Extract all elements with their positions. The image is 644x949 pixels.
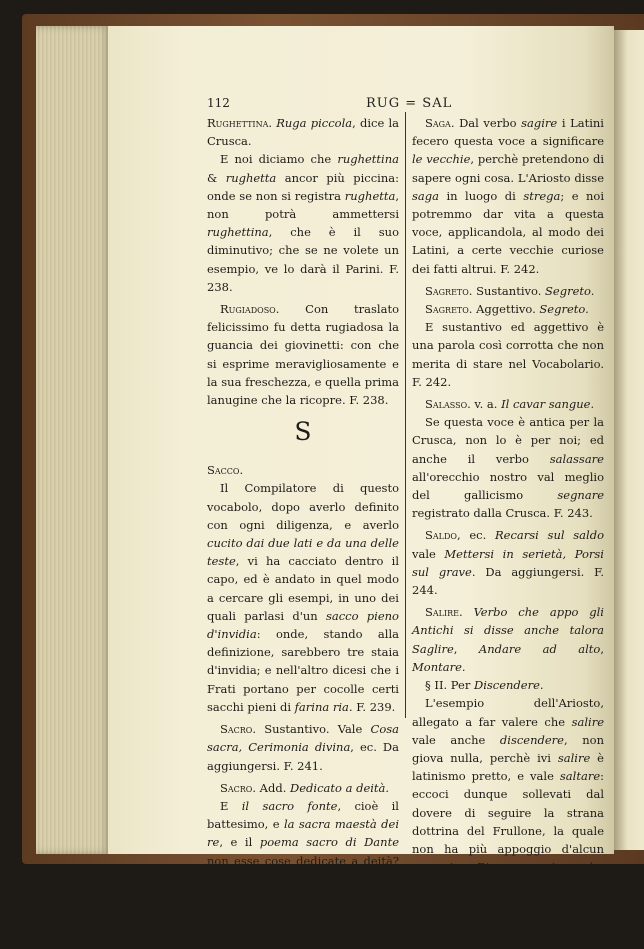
entry-headword: Sacco.: [207, 463, 244, 478]
entry-sacro-sustantivo: Sacro. Sustantivo. Vale Cosa sacra, Cerimonia divina, ec. Da aggiungersi. F. 241.: [207, 722, 399, 773]
facing-page: [614, 30, 644, 850]
entry-headword: Sagreto.: [425, 302, 473, 317]
page-edges: [36, 26, 112, 854]
left-column: [207, 114, 399, 888]
entry-saga: Saga. Dal verbo sagire i Latini fecero questa voce a significare le vecchie, perchè pretendono di sapere ogni cosa. L'Ariosto disse saga in luogo di strega; e noi potremmo dar vita a questa voce, applicandola, al modo dei Latini, a certe vecchie curiose dei fatti altrui. F. 242.: [412, 116, 604, 276]
entry-headword: Salire.: [425, 605, 463, 620]
entry-headword: Rugiadoso.: [220, 302, 280, 317]
entry-headword: Sacro.: [220, 722, 257, 737]
page-number: 112: [207, 96, 230, 110]
entry-headword: Salasso.: [425, 397, 471, 412]
entry-headword: Sacro.: [220, 780, 257, 795]
section-heading: § II. Per Discendere.: [425, 678, 544, 693]
entry-rugiadoso: Rugiadoso. Con traslato felicissimo fu detta rugiadosa la guancia dei giovinetti: con che si esprime meravigliosamente e la sua freschezza, e quella prima lanugine che la ricopre. F. 238.: [207, 302, 399, 408]
entry-salasso: Salasso. v. a. Il cavar sangue.: [425, 397, 595, 412]
entry-sacco: [207, 461, 399, 479]
column-rule: [405, 112, 406, 718]
entry-paragraph: E sustantivo ed aggettivo è una parola così corrotta che non merita di stare nel Vocabolario. F. 242.: [412, 320, 604, 389]
entry-paragraph: E noi diciamo che rughettina & rughetta ancor più piccina: onde se non si registra rughetta, non potrà ammettersi rughettina, che è il suo diminutivo; che se ne volete un esempio, ve lo darà il Parini. F. 238.: [207, 152, 399, 294]
entry-paragraph: Se questa voce è antica per la Crusca, non lo è per noi; ed anche il verbo salassare all'orecchio nostro val meglio del gallicismo segnare registrato dalla Crusca. F. 243.: [412, 415, 604, 521]
running-title: RUG = SAL: [366, 96, 453, 111]
entry-sagreto-sustantivo: Sagreto. Sustantivo. Segreto.: [425, 283, 595, 298]
section-letter: S: [294, 417, 312, 447]
entry-sagreto-aggettivo: Sagreto. Aggettivo. Segreto.: [425, 302, 589, 317]
entry-headword: Saldo,: [425, 528, 461, 543]
entry-paragraph: E il sacro fonte, cioè il battesimo, e la sacra maestà dei re, e il poema sacro di Dante non esse cose dedicate a deità? F. 240.: [207, 798, 400, 886]
entry-rughettina: Rughettina. Ruga piccola, dice la Crusca.: [207, 116, 399, 149]
right-column: [412, 114, 604, 949]
entry-paragraph: L'esempio dell'Ariosto, allegato a far valere che salire vale anche discendere, non giova nulla, perchè ivi salire è latinismo pretto, e vale saltare: eccoci dunque sollevati dal dovere di seguire la strana dottrina del Frullone, la quale non ha più appoggio d'alcun esempio. Bisogna poi anche avvertire che saglire non è voce adoperata dagli Antichi in vece di salire, ma significò sempre saltare. F. 244.: [412, 696, 604, 947]
entry-headword: Sagreto.: [425, 283, 473, 298]
entry-saldo: Saldo, ec. Recarsi sul saldo vale Mettersi in serietà, Porsi sul grave. Da aggiungersi. F. 244.: [412, 528, 604, 598]
entry-paragraph: Il Compilatore di questo vocabolo, dopo averlo definito con ogni diligenza, e averlo cucito dai due lati e da una delle teste, vi ha cacciato dentro il capo, ed è andato in quel modo a cercare gli esempi, in uno dei quali parlasi d'un sacco pieno d'invidia: onde, stando alla definizione, sarebbero tre staia d'invidia; e nell'altro dicesi che i Frati portano per cocolle certi sacchi pieni di farina ria. F. 239.: [207, 481, 399, 714]
entry-headword: Rughettina.: [207, 116, 273, 130]
entry-sacro-add: Sacro. Add. Dedicato a deità.: [220, 780, 390, 795]
entry-headword: Saga.: [425, 116, 455, 130]
entry-salire: Salire. Verbo che appo gli Antichi si disse anche talora Saglire, Andare ad alto, Montare.: [412, 605, 605, 674]
